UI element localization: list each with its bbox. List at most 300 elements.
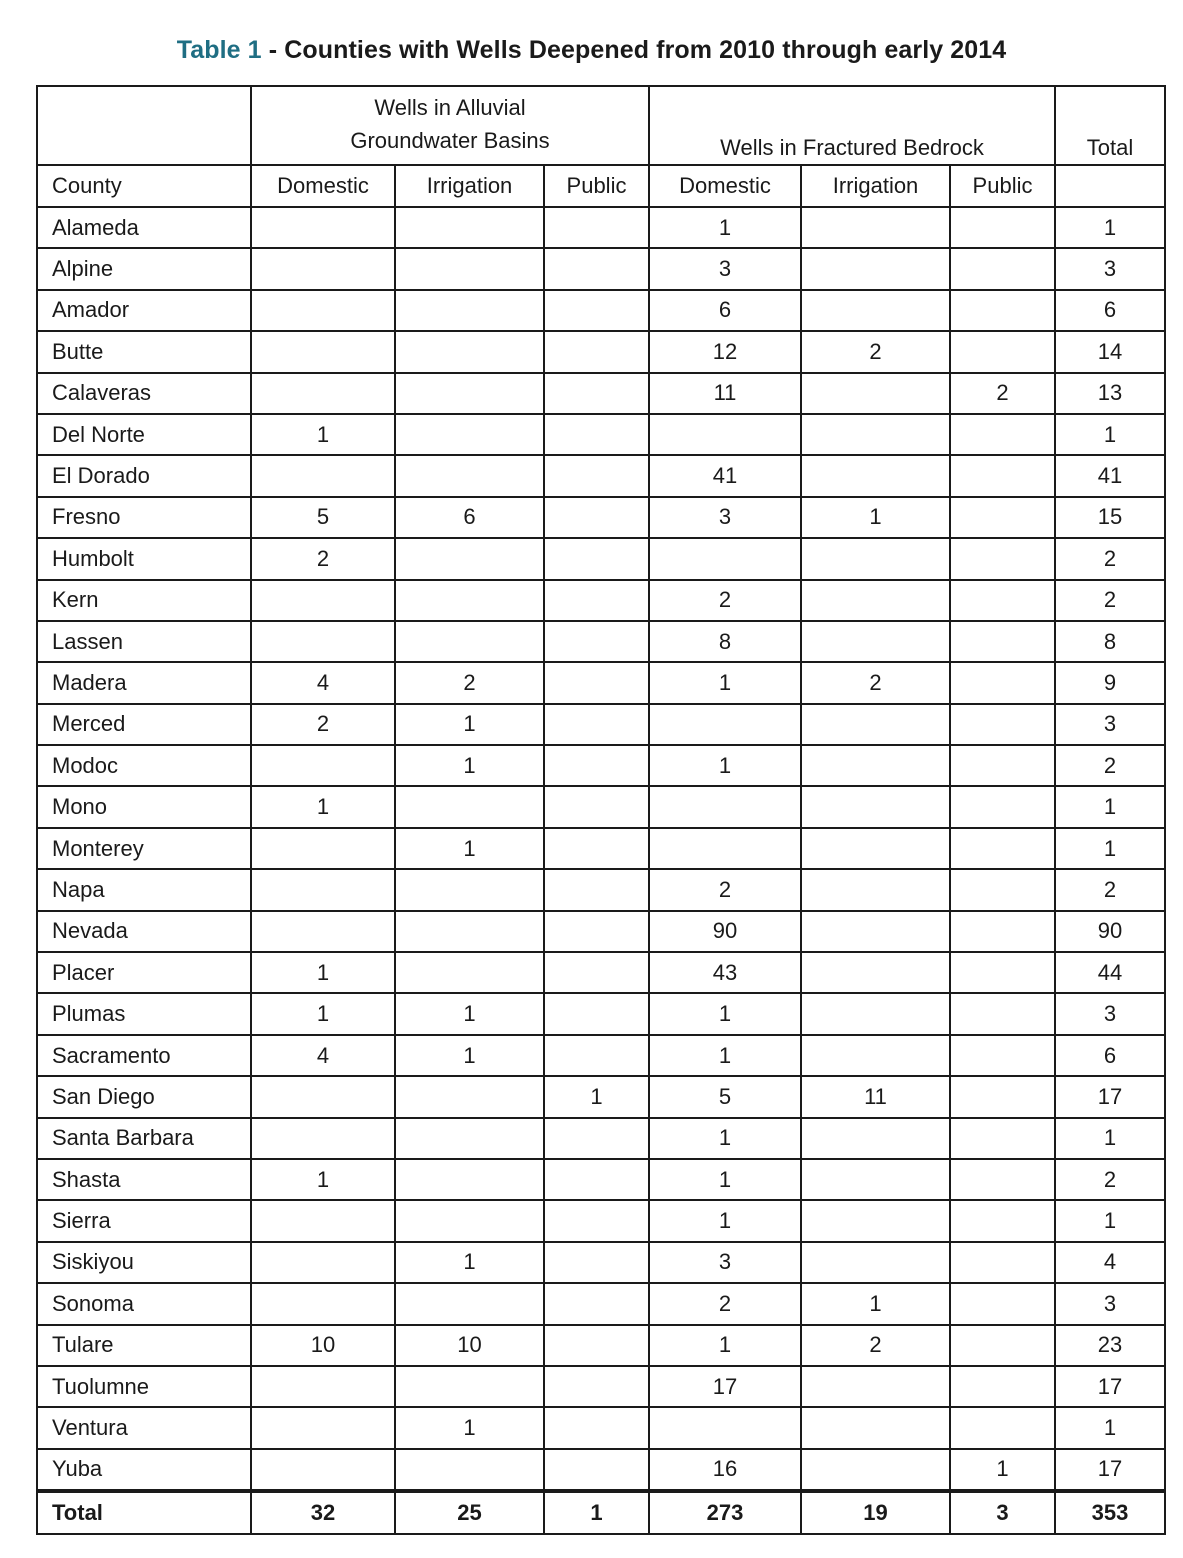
cell-total: 9 (1055, 662, 1165, 703)
cell-county: Tulare (37, 1325, 251, 1366)
cell-bedrock-domestic: 11 (649, 373, 801, 414)
cell-alluvial-irrigation (395, 290, 544, 331)
cell-alluvial-public (544, 455, 649, 496)
cell-bedrock-public (950, 704, 1055, 745)
cell-alluvial-irrigation: 1 (395, 993, 544, 1034)
cell-bedrock-irrigation (801, 1407, 950, 1448)
cell-alluvial-irrigation (395, 1118, 544, 1159)
cell-alluvial-public (544, 869, 649, 910)
cell-alluvial-domestic (251, 1200, 395, 1241)
cell-alluvial-public (544, 538, 649, 579)
cell-alluvial-irrigation (395, 373, 544, 414)
cell-alluvial-domestic: 2 (251, 704, 395, 745)
table-title (0, 36, 1183, 65)
cell-alluvial-irrigation: 10 (395, 1325, 544, 1366)
table-row (37, 248, 1165, 289)
cell-total: 17 (1055, 1449, 1165, 1491)
cell-county: Humbolt (37, 538, 251, 579)
cell-bedrock-irrigation (801, 1366, 950, 1407)
cell-bedrock-public (950, 1407, 1055, 1448)
cell-alluvial-public (544, 331, 649, 372)
cell-alluvial-irrigation: 1 (395, 1407, 544, 1448)
cell-alluvial-public (544, 662, 649, 703)
cell-bedrock-domestic: 3 (649, 497, 801, 538)
group-header-total: Total (1055, 86, 1165, 165)
table-number: Table 1 (176, 36, 262, 64)
cell-total: 17 (1055, 1366, 1165, 1407)
cell-county: Santa Barbara (37, 1118, 251, 1159)
cell-bedrock-irrigation: 1 (801, 1283, 950, 1324)
cell-alluvial-irrigation: 1 (395, 1242, 544, 1283)
cell-bedrock-public: 2 (950, 373, 1055, 414)
cell-bedrock-public (950, 662, 1055, 703)
cell-alluvial-irrigation (395, 621, 544, 662)
cell-bedrock-irrigation: 2 (801, 331, 950, 372)
cell-bedrock-irrigation (801, 993, 950, 1034)
cell-county: Alpine (37, 248, 251, 289)
cell-total: 1 (1055, 1118, 1165, 1159)
cell-bedrock-domestic: 5 (649, 1076, 801, 1117)
cell-alluvial-irrigation (395, 1200, 544, 1241)
cell-bedrock-irrigation (801, 290, 950, 331)
column-header-bedrock-irrigation: Irrigation (801, 165, 950, 207)
table-row (37, 455, 1165, 496)
cell-alluvial-domestic: 1 (251, 786, 395, 827)
cell-total: 3 (1055, 1283, 1165, 1324)
cell-bedrock-domestic (649, 828, 801, 869)
cell-total: 8 (1055, 621, 1165, 662)
cell-bedrock-irrigation (801, 373, 950, 414)
cell-bedrock-irrigation (801, 538, 950, 579)
cell-alluvial-public (544, 207, 649, 248)
cell-alluvial-public (544, 414, 649, 455)
table-row (37, 373, 1165, 414)
cell-bedrock-public (950, 869, 1055, 910)
cell-alluvial-irrigation: 2 (395, 662, 544, 703)
cell-bedrock-irrigation (801, 704, 950, 745)
cell-bedrock-domestic: 3 (649, 1242, 801, 1283)
cell-total: 41 (1055, 455, 1165, 496)
cell-bedrock-domestic: 1 (649, 662, 801, 703)
cell-county: Madera (37, 662, 251, 703)
cell-alluvial-irrigation (395, 248, 544, 289)
cell-total: 2 (1055, 1159, 1165, 1200)
cell-bedrock-domestic: 2 (649, 1283, 801, 1324)
cell-total: 2 (1055, 538, 1165, 579)
cell-alluvial-irrigation (395, 455, 544, 496)
cell-county: San Diego (37, 1076, 251, 1117)
cell-bedrock-domestic: 90 (649, 911, 801, 952)
cell-alluvial-domestic (251, 869, 395, 910)
cell-bedrock-domestic: 1 (649, 745, 801, 786)
table-row (37, 1366, 1165, 1407)
cell-county: Yuba (37, 1449, 251, 1491)
table-row (37, 290, 1165, 331)
cell-county: Modoc (37, 745, 251, 786)
column-header-bedrock-public: Public (950, 165, 1055, 207)
cell-alluvial-public (544, 1159, 649, 1200)
cell-county: Amador (37, 290, 251, 331)
cell-county: Shasta (37, 1159, 251, 1200)
cell-county: Monterey (37, 828, 251, 869)
cell-alluvial-irrigation (395, 952, 544, 993)
cell-alluvial-irrigation (395, 1283, 544, 1324)
cell-total: 17 (1055, 1076, 1165, 1117)
table-row (37, 1407, 1165, 1448)
cell-alluvial-public (544, 1366, 649, 1407)
column-header-total-blank (1055, 165, 1165, 207)
cell-bedrock-irrigation (801, 869, 950, 910)
cell-alluvial-domestic (251, 455, 395, 496)
cell-alluvial-public (544, 952, 649, 993)
cell-bedrock-domestic: 1 (649, 207, 801, 248)
cell-alluvial-public (544, 1325, 649, 1366)
cell-bedrock-irrigation (801, 580, 950, 621)
cell-alluvial-irrigation: 1 (395, 704, 544, 745)
cell-bedrock-public (950, 786, 1055, 827)
cell-bedrock-irrigation (801, 745, 950, 786)
cell-bedrock-domestic: 16 (649, 1449, 801, 1491)
group-header-bedrock: Wells in Fractured Bedrock (649, 86, 1055, 165)
cell-county: Plumas (37, 993, 251, 1034)
cell-bedrock-public (950, 1283, 1055, 1324)
cell-bedrock-irrigation (801, 828, 950, 869)
cell-county: Fresno (37, 497, 251, 538)
cell-county: Ventura (37, 1407, 251, 1448)
table-row (37, 331, 1165, 372)
cell-bedrock-public (950, 1118, 1055, 1159)
table-row (37, 869, 1165, 910)
cell-alluvial-domestic: 2 (251, 538, 395, 579)
cell-alluvial-irrigation (395, 869, 544, 910)
cell-bedrock-public (950, 290, 1055, 331)
cell-alluvial-public (544, 1242, 649, 1283)
cell-alluvial-domestic (251, 1449, 395, 1491)
cell-alluvial-public (544, 704, 649, 745)
cell-alluvial-public (544, 1283, 649, 1324)
cell-alluvial-irrigation: 1 (395, 1035, 544, 1076)
cell-bedrock-domestic: 2 (649, 869, 801, 910)
cell-bedrock-irrigation: 2 (801, 662, 950, 703)
cell-total: 1 (1055, 207, 1165, 248)
cell-total: 1 (1055, 786, 1165, 827)
table-row (37, 207, 1165, 248)
cell-bedrock-public (950, 455, 1055, 496)
cell-alluvial-domestic (251, 1283, 395, 1324)
total-row (37, 1491, 1165, 1534)
cell-alluvial-domestic (251, 1242, 395, 1283)
cell-alluvial-irrigation (395, 1076, 544, 1117)
cell-alluvial-public (544, 290, 649, 331)
cell-bedrock-domestic (649, 538, 801, 579)
cell-bedrock-public (950, 952, 1055, 993)
table-row (37, 1283, 1165, 1324)
cell-county: Tuolumne (37, 1366, 251, 1407)
cell-bedrock-public (950, 621, 1055, 662)
cell-bedrock-domestic: 1 (649, 1325, 801, 1366)
cell-county: Sierra (37, 1200, 251, 1241)
cell-bedrock-public (950, 1366, 1055, 1407)
cell-alluvial-domestic (251, 580, 395, 621)
cell-total: 3 (1055, 704, 1165, 745)
cell-bedrock-irrigation: 1 (801, 497, 950, 538)
table-row (37, 911, 1165, 952)
cell-bedrock-irrigation (801, 248, 950, 289)
table-row (37, 1325, 1165, 1366)
cell-county: Kern (37, 580, 251, 621)
cell-total: 13 (1055, 373, 1165, 414)
group-header-alluvial (251, 86, 649, 165)
cell-total: 23 (1055, 1325, 1165, 1366)
cell-alluvial-public (544, 1035, 649, 1076)
cell-alluvial-domestic: 5 (251, 497, 395, 538)
cell-total: 3 (1055, 248, 1165, 289)
cell-bedrock-public (950, 538, 1055, 579)
cell-alluvial-public (544, 745, 649, 786)
cell-bedrock-public (950, 580, 1055, 621)
cell-bedrock-public (950, 911, 1055, 952)
cell-alluvial-irrigation (395, 207, 544, 248)
column-header-row (37, 165, 1165, 207)
cell-bedrock-irrigation (801, 621, 950, 662)
cell-bedrock-public (950, 1076, 1055, 1117)
table-caption: - Counties with Wells Deepened from 2010 through early 2014 (261, 36, 1007, 64)
cell-bedrock-domestic: 12 (649, 331, 801, 372)
cell-bedrock-irrigation (801, 1118, 950, 1159)
total-cell-county: Total (37, 1491, 251, 1534)
cell-bedrock-public (950, 745, 1055, 786)
table-row (37, 538, 1165, 579)
table-row (37, 786, 1165, 827)
cell-county: Alameda (37, 207, 251, 248)
cell-total: 44 (1055, 952, 1165, 993)
cell-alluvial-irrigation (395, 580, 544, 621)
cell-total: 3 (1055, 993, 1165, 1034)
cell-alluvial-domestic (251, 1407, 395, 1448)
cell-bedrock-domestic: 8 (649, 621, 801, 662)
cell-county: Siskiyou (37, 1242, 251, 1283)
cell-alluvial-domestic (251, 1076, 395, 1117)
table-row (37, 1076, 1165, 1117)
cell-alluvial-irrigation (395, 1449, 544, 1491)
cell-bedrock-domestic (649, 414, 801, 455)
cell-alluvial-domestic (251, 331, 395, 372)
cell-bedrock-domestic: 1 (649, 1200, 801, 1241)
cell-total: 1 (1055, 1407, 1165, 1448)
cell-total: 2 (1055, 869, 1165, 910)
cell-alluvial-domestic (251, 745, 395, 786)
table-row (37, 1449, 1165, 1491)
cell-alluvial-public (544, 580, 649, 621)
table-row (37, 414, 1165, 455)
cell-bedrock-irrigation (801, 911, 950, 952)
total-cell-bedrock-irrigation: 19 (801, 1491, 950, 1534)
cell-alluvial-domestic (251, 828, 395, 869)
cell-county: Sacramento (37, 1035, 251, 1076)
cell-alluvial-domestic (251, 1366, 395, 1407)
cell-bedrock-domestic: 1 (649, 1159, 801, 1200)
cell-total: 1 (1055, 414, 1165, 455)
cell-bedrock-domestic: 41 (649, 455, 801, 496)
total-cell-total: 353 (1055, 1491, 1165, 1534)
table-row (37, 1242, 1165, 1283)
cell-total: 90 (1055, 911, 1165, 952)
cell-alluvial-public (544, 993, 649, 1034)
column-header-county: County (37, 165, 251, 207)
cell-alluvial-domestic (251, 248, 395, 289)
cell-bedrock-irrigation (801, 1449, 950, 1491)
cell-bedrock-public (950, 1325, 1055, 1366)
cell-alluvial-public (544, 828, 649, 869)
cell-bedrock-irrigation (801, 1159, 950, 1200)
table-row (37, 704, 1165, 745)
cell-alluvial-domestic: 4 (251, 662, 395, 703)
total-cell-bedrock-public: 3 (950, 1491, 1055, 1534)
cell-bedrock-irrigation: 2 (801, 1325, 950, 1366)
cell-county: Nevada (37, 911, 251, 952)
cell-bedrock-irrigation (801, 1242, 950, 1283)
cell-county: Sonoma (37, 1283, 251, 1324)
table-row (37, 662, 1165, 703)
cell-county: El Dorado (37, 455, 251, 496)
cell-bedrock-public (950, 828, 1055, 869)
cell-bedrock-domestic: 17 (649, 1366, 801, 1407)
cell-county: Merced (37, 704, 251, 745)
cell-alluvial-public (544, 1118, 649, 1159)
cell-alluvial-irrigation (395, 1366, 544, 1407)
table-row (37, 580, 1165, 621)
cell-total: 1 (1055, 828, 1165, 869)
cell-county: Placer (37, 952, 251, 993)
cell-alluvial-domestic: 1 (251, 414, 395, 455)
cell-alluvial-public (544, 1449, 649, 1491)
table-row (37, 1118, 1165, 1159)
total-cell-alluvial-irrigation: 25 (395, 1491, 544, 1534)
cell-bedrock-public (950, 414, 1055, 455)
cell-bedrock-domestic: 3 (649, 248, 801, 289)
cell-bedrock-irrigation (801, 455, 950, 496)
cell-bedrock-domestic: 2 (649, 580, 801, 621)
cell-alluvial-domestic (251, 207, 395, 248)
cell-alluvial-irrigation (395, 911, 544, 952)
cell-bedrock-irrigation (801, 1200, 950, 1241)
total-cell-alluvial-public: 1 (544, 1491, 649, 1534)
cell-bedrock-public: 1 (950, 1449, 1055, 1491)
cell-bedrock-irrigation (801, 786, 950, 827)
cell-total: 15 (1055, 497, 1165, 538)
cell-total: 14 (1055, 331, 1165, 372)
cell-alluvial-domestic: 10 (251, 1325, 395, 1366)
cell-alluvial-domestic (251, 911, 395, 952)
cell-bedrock-public (950, 1035, 1055, 1076)
cell-total: 1 (1055, 1200, 1165, 1241)
cell-alluvial-irrigation (395, 538, 544, 579)
column-header-bedrock-domestic: Domestic (649, 165, 801, 207)
cell-alluvial-irrigation: 1 (395, 745, 544, 786)
cell-alluvial-public: 1 (544, 1076, 649, 1117)
cell-alluvial-public (544, 1407, 649, 1448)
cell-bedrock-public (950, 1159, 1055, 1200)
cell-county: Del Norte (37, 414, 251, 455)
group-header-row (37, 86, 1165, 165)
total-cell-bedrock-domestic: 273 (649, 1491, 801, 1534)
cell-alluvial-irrigation (395, 414, 544, 455)
cell-bedrock-public (950, 331, 1055, 372)
cell-alluvial-domestic: 1 (251, 1159, 395, 1200)
cell-bedrock-public (950, 993, 1055, 1034)
cell-bedrock-public (950, 497, 1055, 538)
header-blank-cell (37, 86, 251, 165)
cell-bedrock-domestic: 43 (649, 952, 801, 993)
table-row (37, 621, 1165, 662)
cell-bedrock-domestic (649, 1407, 801, 1448)
table-row (37, 1200, 1165, 1241)
cell-alluvial-public (544, 621, 649, 662)
cell-total: 4 (1055, 1242, 1165, 1283)
cell-total: 6 (1055, 290, 1165, 331)
cell-bedrock-irrigation (801, 952, 950, 993)
cell-alluvial-domestic: 4 (251, 1035, 395, 1076)
cell-alluvial-domestic (251, 621, 395, 662)
cell-alluvial-irrigation (395, 331, 544, 372)
cell-total: 2 (1055, 745, 1165, 786)
group-header-alluvial-line2: Groundwater Basins (350, 128, 550, 153)
cell-alluvial-public (544, 248, 649, 289)
cell-alluvial-irrigation: 6 (395, 497, 544, 538)
cell-alluvial-public (544, 373, 649, 414)
cell-bedrock-domestic (649, 786, 801, 827)
cell-county: Butte (37, 331, 251, 372)
cell-bedrock-public (950, 248, 1055, 289)
table-row (37, 828, 1165, 869)
cell-bedrock-irrigation (801, 1035, 950, 1076)
cell-county: Napa (37, 869, 251, 910)
cell-county: Lassen (37, 621, 251, 662)
cell-alluvial-irrigation: 1 (395, 828, 544, 869)
cell-alluvial-public (544, 786, 649, 827)
cell-total: 2 (1055, 580, 1165, 621)
cell-bedrock-irrigation: 11 (801, 1076, 950, 1117)
table-row (37, 993, 1165, 1034)
cell-bedrock-public (950, 1242, 1055, 1283)
cell-bedrock-irrigation (801, 207, 950, 248)
column-header-alluvial-domestic: Domestic (251, 165, 395, 207)
cell-total: 6 (1055, 1035, 1165, 1076)
cell-alluvial-domestic (251, 373, 395, 414)
wells-deepened-table (36, 85, 1166, 1535)
total-cell-alluvial-domestic: 32 (251, 1491, 395, 1534)
cell-county: Calaveras (37, 373, 251, 414)
cell-alluvial-public (544, 497, 649, 538)
column-header-alluvial-public: Public (544, 165, 649, 207)
table-row (37, 1159, 1165, 1200)
group-header-alluvial-line1: Wells in Alluvial (374, 95, 526, 120)
cell-bedrock-domestic: 1 (649, 993, 801, 1034)
cell-county: Mono (37, 786, 251, 827)
cell-alluvial-domestic: 1 (251, 952, 395, 993)
cell-alluvial-public (544, 911, 649, 952)
table-row (37, 497, 1165, 538)
cell-alluvial-domestic: 1 (251, 993, 395, 1034)
cell-alluvial-public (544, 1200, 649, 1241)
table-row (37, 745, 1165, 786)
cell-bedrock-domestic: 1 (649, 1035, 801, 1076)
cell-alluvial-irrigation (395, 786, 544, 827)
cell-bedrock-public (950, 1200, 1055, 1241)
table-row (37, 952, 1165, 993)
column-header-alluvial-irrigation: Irrigation (395, 165, 544, 207)
cell-alluvial-domestic (251, 1118, 395, 1159)
